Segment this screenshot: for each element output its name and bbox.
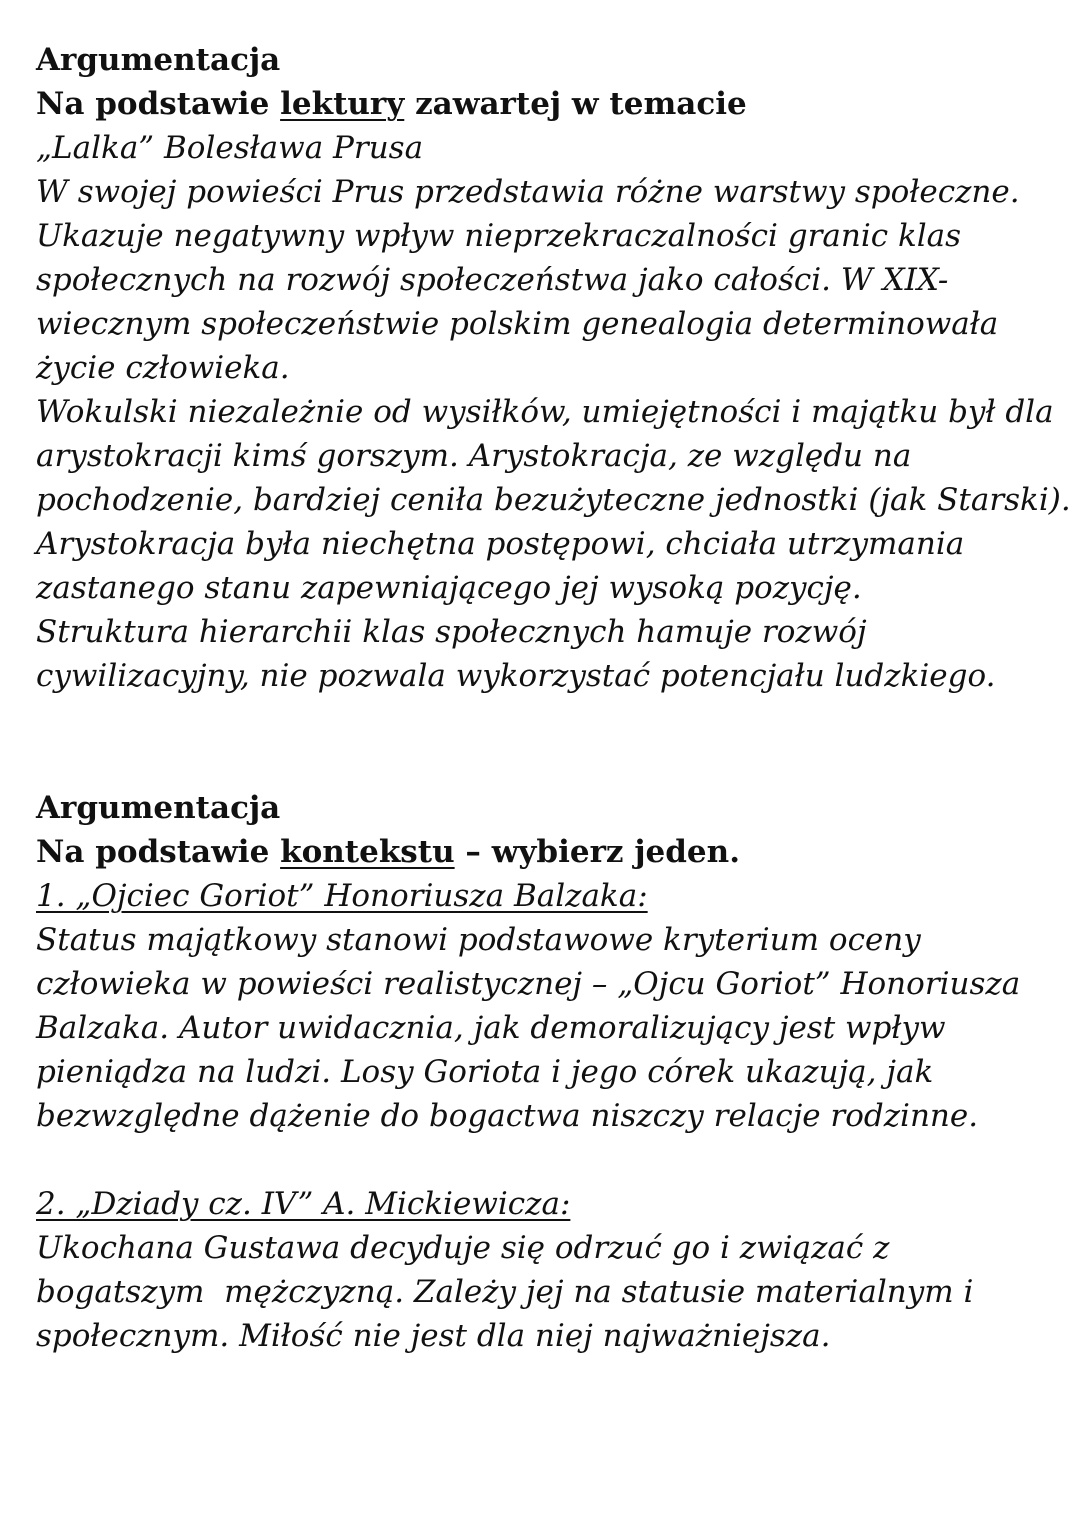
body-line: Ukochana Gustawa decyduje się odrzuć go i związać z	[36, 1230, 890, 1266]
body-line: cywilizacyjny, nie pozwala wykorzystać potencjału ludzkiego.	[36, 658, 996, 694]
context-item	[36, 874, 1056, 1138]
body-line: społecznym. Miłość nie jest dla niej najważniejsza.	[36, 1318, 831, 1354]
body-line: bogatszym mężczyzną. Zależy jej na statusie materialnym i	[36, 1274, 974, 1310]
body-line: pochodzenie, bardziej ceniła bezużyteczne jednostki (jak Starski).	[36, 482, 1071, 518]
paragraph-spacer	[36, 1138, 1056, 1182]
body-line: Wokulski niezależnie od wysiłków, umiejętności i majątku był dla	[36, 394, 1054, 430]
body-line: Status majątkowy stanowi podstawowe kryterium oceny	[36, 922, 921, 958]
subheading-text: – wybierz jeden.	[454, 834, 740, 870]
subheading-text: Na podstawie	[36, 86, 281, 122]
section-subheading	[36, 830, 1056, 874]
subheading-underlined: kontekstu	[280, 834, 455, 870]
body-line: Arystokracja była niechętna postępowi, chciała utrzymania	[36, 526, 965, 562]
body-line: W swojej powieści Prus przedstawia różne warstwy społeczne.	[36, 174, 1020, 210]
body-line: arystokracji kimś gorszym. Arystokracja, ze względu na	[36, 438, 912, 474]
body-line: społecznych na rozwój społeczeństwa jako całości. W XIX-	[36, 262, 949, 298]
subheading-text: Na podstawie	[36, 834, 281, 870]
context-item-title: 2. „Dziady cz. IV” A. Mickiewicza:	[36, 1186, 571, 1222]
section-subheading	[36, 82, 1056, 126]
section-heading: Argumentacja	[36, 790, 281, 826]
body-line: zastanego stanu zapewniającego jej wysoką pozycję.	[36, 570, 862, 606]
subheading-text: zawartej w temacie	[404, 86, 747, 122]
body-line: bezwzględne dążenie do bogactwa niszczy relacje rodzinne.	[36, 1098, 979, 1134]
subheading-underlined: lektury	[280, 86, 405, 122]
document-page	[36, 38, 1071, 1358]
context-item	[36, 1182, 1056, 1358]
body-line: wiecznym społeczeństwie polskim genealogia determinowała	[36, 306, 999, 342]
body-line: Ukazuje negatywny wpływ nieprzekraczalności granic klas	[36, 218, 962, 254]
section-spacer	[36, 698, 1056, 786]
book-title: „Lalka” Bolesława Prusa	[36, 130, 424, 166]
body-line: Struktura hierarchii klas społecznych hamuje rozwój	[36, 614, 867, 650]
context-item-title: 1. „Ojciec Goriot” Honoriusza Balzaka:	[36, 878, 648, 914]
body-line: życie człowieka.	[36, 350, 290, 386]
body-line: Balzaka. Autor uwidacznia, jak demoralizujący jest wpływ	[36, 1010, 946, 1046]
body-line: człowieka w powieści realistycznej – „Ojcu Goriot” Honoriusza	[36, 966, 1021, 1002]
section-lektura	[36, 38, 1071, 698]
section-kontekst	[36, 786, 1056, 1358]
body-line: pieniądza na ludzi. Losy Goriota i jego córek ukazują, jak	[36, 1054, 934, 1090]
section-heading: Argumentacja	[36, 42, 281, 78]
